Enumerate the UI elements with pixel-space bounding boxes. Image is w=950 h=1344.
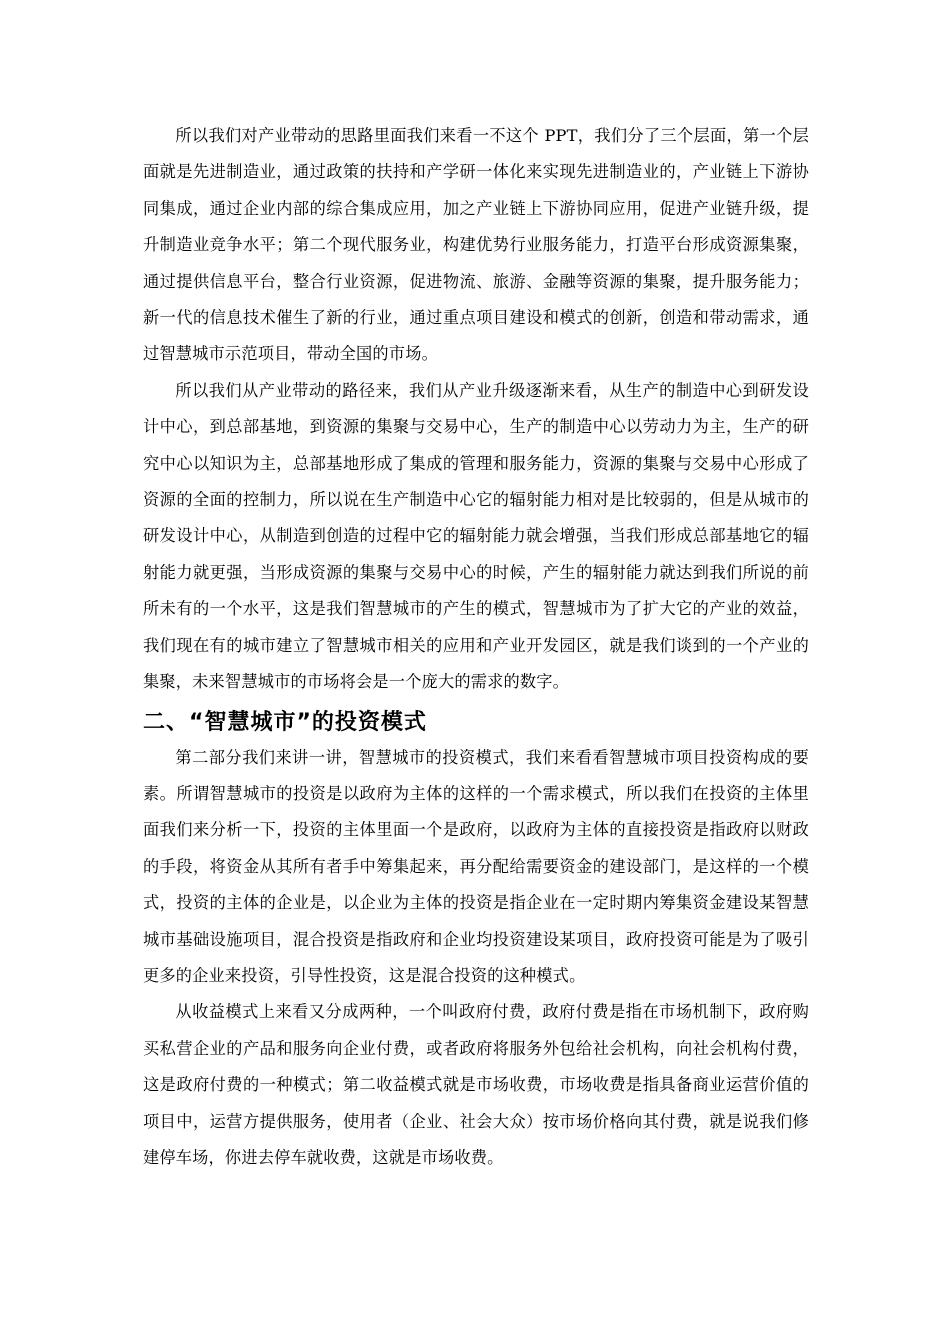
- paragraph-industry-thinking: 所以我们对产业带动的思路里面我们来看一不这个 PPT，我们分了三个层面，第一个层面就是先进制造业，通过政策的扶持和产学研一体化来实现先进制造业的，产业链上下游协同集成，通过企业内部的综合集成应用，加之产业链上下游协同应用，促进产业链升级，提升制造业竞争水平；第二个现代服务业，构建优势行业服务能力，打造平台形成资源集聚，通过提供信息平台，整合行业资源，促进物流、旅游、金融等资源的集聚，提升服务能力；新一代的信息技术催生了新的行业，通过重点项目建设和模式的创新，创造和带动需求，通过智慧城市示范项目，带动全国的市场。: [143, 126, 809, 364]
- paragraph-revenue-model: 从收益模式上来看又分成两种，一个叫政府付费，政府付费是指在市场机制下，政府购买私营企业的产品和服务向企业付费，或者政府将服务外包给社会机构，向社会机构付费，这是政府付费的一种模式；第二收益模式就是市场收费，市场收费是指具备商业运营价值的项目中，运营方提供服务，使用者（企业、社会大众）按市场价格向其付费，就是说我们修建停车场，你进去停车就收费，这就是市场收费。: [143, 1002, 809, 1167]
- section-heading-investment-model: 二、“智慧城市”的投资模式: [143, 709, 427, 735]
- document-body: [143, 118, 809, 1176]
- paragraph-industry-path: 所以我们从产业带动的路径来，我们从产业升级逐渐来看，从生产的制造中心到研发设计中心，到总部基地，到资源的集聚与交易中心，生产的制造中心以劳动力为主，生产的研究中心以知识为主，总部基地形成了集成的管理和服务能力，资源的集聚与交易中心形成了资源的全面的控制力，所以说在生产制造中心它的辐射能力相对是比较弱的，但是从城市的研发设计中心，从制造到创造的过程中它的辐射能力就会增强，当我们形成总部基地它的辐射能力就更强，当形成资源的集聚与交易中心的时候，产生的辐射能力就达到我们所说的前所未有的一个水平，这是我们智慧城市的产生的模式，智慧城市为了扩大它的产业的效益，我们现在有的城市建立了智慧城市相关的应用和产业开发园区，就是我们谈到的一个产业的集聚，未来智慧城市的市场将会是一个庞大的需求的数字。: [143, 380, 809, 692]
- paragraph-investment-subjects: 第二部分我们来讲一讲，智慧城市的投资模式，我们来看看智慧城市项目投资构成的要素。所谓智慧城市的投资是以政府为主体的这样的一个需求模式，所以我们在投资的主体里面我们来分析一下，投资的主体里面一个是政府，以政府为主体的直接投资是指政府以财政的手段，将资金从其所有者手中筹集起来，再分配给需要资金的建设部门，是这样的一个模式，投资的主体的企业是，以企业为主体的投资是指企业在一定时期内筹集资金建设某智慧城市基础设施项目，混合投资是指政府和企业均投资建设某项目，政府投资可能是为了吸引更多的企业来投资，引导性投资，这是混合投资的这种模式。: [143, 747, 809, 985]
